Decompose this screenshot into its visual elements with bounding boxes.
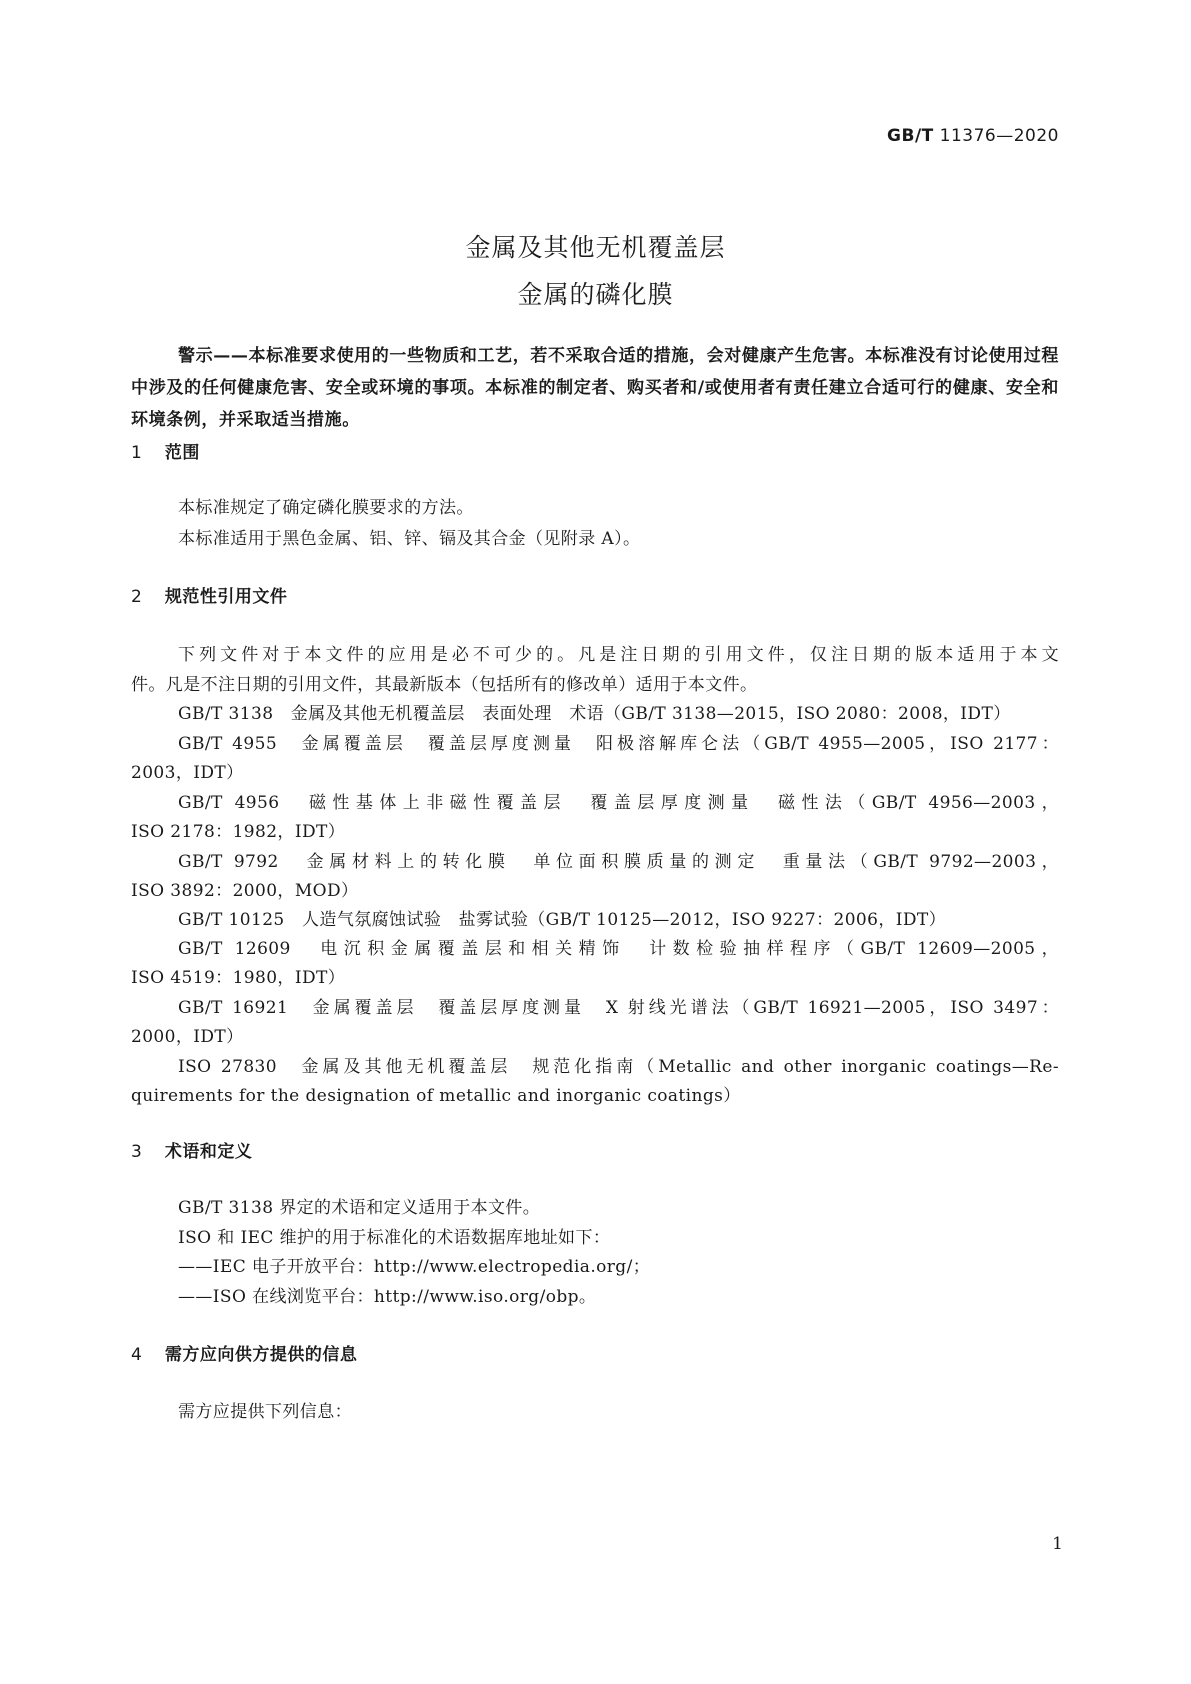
section-3-number: 3: [131, 1142, 143, 1162]
reference-item-continuation: quirements for the designation of metallic and inorganic coatings）: [131, 1086, 741, 1106]
section-3-title: 术语和定义: [164, 1142, 253, 1162]
section-2-title: 规范性引用文件: [164, 587, 288, 607]
section-4-paragraph-1: 需方应提供下列信息：: [178, 1402, 352, 1422]
section-3-link-iso-obp: ——ISO 在线浏览平台：http://www.iso.org/obp。: [178, 1287, 597, 1307]
reference-item: GB/T 3138 金属及其他无机覆盖层 表面处理 术语（GB/T 3138—2015，ISO 2080：2008，IDT）: [178, 704, 1011, 724]
reference-item: GB/T 12609 电沉积金属覆盖层和相关精饰 计数检验抽样程序（GB/T 12609—2005，: [178, 939, 1059, 959]
reference-item: GB/T 4956 磁性基体上非磁性覆盖层 覆盖层厚度测量 磁性法（GB/T 4956—2003，: [178, 793, 1059, 813]
section-1-title: 范围: [164, 443, 200, 463]
page-number: 1: [1052, 1534, 1063, 1554]
section-1-paragraph-1: 本标准规定了确定磷化膜要求的方法。: [178, 498, 474, 518]
reference-item: ISO 27830 金属及其他无机覆盖层 规范化指南（Metallic and other inorganic coatings—Re-: [178, 1057, 1059, 1077]
section-2-intro-line2: 件。凡是不注日期的引用文件，其最新版本（包括所有的修改单）适用于本文件。: [131, 675, 758, 695]
section-2-number: 2: [131, 587, 143, 607]
reference-item: GB/T 10125 人造气氛腐蚀试验 盐雾试验（GB/T 10125—2012，ISO 9227：2006，IDT）: [178, 910, 947, 930]
section-4-heading: [131, 1340, 357, 1365]
document-title-line2: 金属的磷化膜: [517, 280, 674, 309]
standard-code-number: 11376—2020: [939, 126, 1059, 146]
reference-item-continuation: ISO 2178：1982，IDT）: [131, 822, 346, 842]
reference-item-continuation: 2003，IDT）: [131, 763, 244, 783]
section-1-number: 1: [131, 443, 143, 463]
section-3-link-electropedia: ——IEC 电子开放平台：http://www.electropedia.org/；: [178, 1257, 651, 1277]
reference-item: GB/T 16921 金属覆盖层 覆盖层厚度测量 X 射线光谱法（GB/T 16921—2005，ISO 3497：: [178, 998, 1059, 1018]
warning-paragraph: 警示——本标准要求使用的一些物质和工艺，若不采取合适的措施，会对健康产生危害。本标准没有讨论使用过程中涉及的任何健康危害、安全或环境的事项。本标准的制定者、购买者和/或使用者有责任建立合适可行的健康、安全和环境条例，并采取适当措施。: [131, 346, 1059, 430]
reference-item-continuation: ISO 4519：1980，IDT）: [131, 968, 346, 988]
reference-item-continuation: ISO 3892：2000，MOD）: [131, 881, 359, 901]
section-2-heading: [131, 582, 287, 607]
document-title-line1: 金属及其他无机覆盖层: [465, 233, 726, 262]
section-4-title: 需方应向供方提供的信息: [164, 1345, 358, 1365]
reference-item: GB/T 9792 金属材料上的转化膜 单位面积膜质量的测定 重量法（GB/T 9792—2003，: [178, 852, 1059, 872]
reference-item-continuation: 2000，IDT）: [131, 1027, 244, 1047]
section-1-paragraph-2: 本标准适用于黑色金属、铝、锌、镉及其合金（见附录 A）。: [178, 529, 641, 549]
standard-code-prefix: GB/T: [887, 126, 934, 146]
section-2-intro-line1: 下列文件对于本文件的应用是必不可少的。凡是注日期的引用文件，仅注日期的版本适用于本文: [178, 645, 1059, 665]
section-3-paragraph-1: GB/T 3138 界定的术语和定义适用于本文件。: [178, 1198, 541, 1218]
reference-item: GB/T 4955 金属覆盖层 覆盖层厚度测量 阳极溶解库仑法（GB/T 4955—2005，ISO 2177：: [178, 734, 1059, 754]
section-3-paragraph-2: ISO 和 IEC 维护的用于标准化的术语数据库地址如下：: [178, 1228, 611, 1248]
section-3-heading: [131, 1137, 252, 1162]
standard-code: [887, 126, 1059, 146]
section-4-number: 4: [131, 1345, 143, 1365]
section-1-heading: [131, 438, 200, 463]
